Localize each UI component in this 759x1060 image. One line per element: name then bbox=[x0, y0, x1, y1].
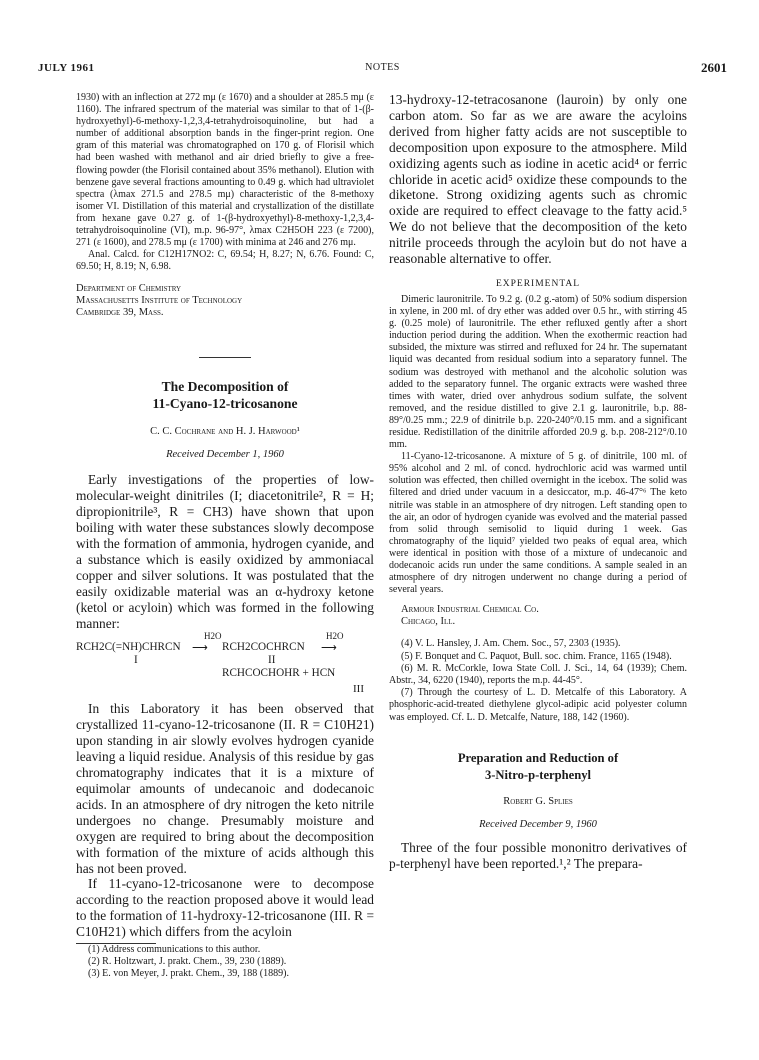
article-title: 3-Nitro-p-terphenyl bbox=[484, 767, 592, 782]
article-authors: Robert G. Splies bbox=[503, 795, 573, 807]
experimental-paragraph: 11-Cyano-12-tricosanone. A mixture of 5 g. of dinitrile, 100 ml. of 95% alcohol and 2 ml. of concd. hydrochloric acid was warmed until solution was effected, then chilled overnight in the icebox. The solid was filtered and dried under vacuum in a desiccator, m.p. 46-47°⁶ The keto nitrile was stable in an atmosphere of dry nitrogen. Left standing open to the air, an odor of hydrogen cyanide was evolved and the material passed from solid through semisolid to liquid during 1 week. Gas chromatography of the liquid⁷ yielded two peaks of equal area, which were identical in position with those of a mixture of undecanoic and dodecanoic acids run under the same conditions. A sample sealed in an atmosphere of dry nitrogen underwent no change during a period of several years. bbox=[389, 451, 687, 596]
affiliation-line: Department of Chemistry bbox=[76, 283, 182, 295]
compound-label: III bbox=[353, 683, 364, 696]
footnote: (5) F. Bonquet and C. Paquot, Bull. soc. chim. France, 1165 (1948). bbox=[401, 650, 672, 662]
carryover-paragraph: 1930) with an inflection at 272 mμ (ε 1670) and a shoulder at 285.5 mμ (ε 1160). The infrared spectrum of the material was similar to that of 1-(β-hydroxyethyl)-6-methoxy-1,2,3,4-tetrahydroisoquinoline, but had a number of additional absorption bands in the finger-print region. One gram of this material was chromatographed on 170 g. of Florisil which had been washed with methanol and air dried briefly to give a free-flowing powder (the Florisil contained about 35% methanol). Elution with benzene gave several fractions amounting to 0.49 g. which had ultraviolet spectra (λmax 271.5 and 278.5 mμ) characteristic of the 8-methoxy isomer VI. Distillation of this material and crystallization of the distillate from hexane gave 0.27 g. of 1-(β-hydroxyethyl)-8-methoxy-1,2,3,4-tetrahydroisoquinoline (VI), m.p. 96-97°, λmax C2H5OH 223 (ε 7200), 271 (ε 1600), and 278.5 mμ (ε 1700) with minima at 246 and 276 mμ. bbox=[76, 92, 374, 249]
experimental-heading: EXPERIMENTAL bbox=[495, 278, 581, 289]
footnote: (4) V. L. Hansley, J. Am. Chem. Soc., 57, 2303 (1935). bbox=[401, 638, 621, 650]
body-paragraph: Three of the four possible mononitro derivatives of p-terphenyl have been reported.¹,² The prepara- bbox=[389, 839, 687, 871]
left-column bbox=[76, 92, 374, 981]
equation-reactant: RCH2C(=NH)CHRCN bbox=[76, 641, 181, 654]
article-title: 11-Cyano-12-tricosanone bbox=[152, 396, 298, 412]
affiliation-line: Cambridge 39, Mass. bbox=[76, 307, 164, 319]
article-title: Preparation and Reduction of bbox=[457, 750, 619, 765]
received-date: Received December 1, 1960 bbox=[166, 449, 284, 461]
equation-product: RCHCOCHOHR + HCN bbox=[222, 667, 336, 680]
footnote: (3) E. von Meyer, J. prakt. Chem., 39, 188 (1889). bbox=[88, 968, 289, 980]
footnote: (6) M. R. McCorkle, Iowa State Coll. J. Sci., 14, 64 (1939); Chem. Abstr., 34, 6220 (1940), reports the m.p. 44-45°. bbox=[389, 662, 687, 686]
compound-label: I bbox=[134, 654, 138, 667]
reaction-arrow-icon: ⟶ bbox=[321, 642, 338, 655]
body-paragraph: Early investigations of the properties of low-molecular-weight dinitriles (I; diacetonitrile², R = H; dipropionitrile³, R = CH3) have shown that upon boiling with water these substances slowly decompose with the formation of ammonia, hydrogen cyanide, and a substance which is easily oxidized by ammoniacal copper and silver solutions. It was postulated that the easily oxidizable material was an α-hydroxy ketone (ketol or acyloin) which was formed in the following manner: bbox=[76, 472, 374, 631]
affiliation-line: Chicago, Ill. bbox=[401, 616, 456, 628]
body-paragraph: If 11-cyano-12-tricosanone were to decompose according to the reaction proposed above it would lead to the formation of 11-hydroxy-12-tricosanone (III. R = C10H21) which differs from the acyloin bbox=[76, 876, 374, 940]
right-column bbox=[389, 92, 687, 872]
equation-intermediate: RCH2COCHRCN bbox=[222, 641, 305, 654]
footnote: (7) Through the courtesy of L. D. Metcalfe of this Laboratory. A phosphoric-acid-treated diethylene glycol-adipic acid polyester column was employed. Cf. L. D. Metcalfe, Nature, 188, 142 (1960). bbox=[389, 687, 687, 723]
arrow-label: H2O bbox=[204, 631, 222, 642]
reaction-arrow-icon: ⟶ bbox=[192, 642, 209, 655]
page-header bbox=[38, 62, 727, 78]
body-paragraph: In this Laboratory it has been observed that crystallized 11-cyano-12-tricosanone (II. R = C10H21) upon standing in air slowly evolves hydrogen cyanide leaving a liquid residue. Analysis of this residue by gas chromatography indicates that it is a mixture of equimolar amounts of undecanoic and dodecanoic acids. In an atmosphere of dry nitrogen the keto nitrile undergoes no change. Presumably moisture and oxygen are required to bring about the decomposition with formation of the mixture of acids although this has not been proved. bbox=[76, 701, 374, 876]
body-paragraph: 13-hydroxy-12-tetracosanone (lauroin) by only one carbon atom. So far as we are aware the acyloins derived from higher fatty acids are not susceptible to decomposition upon exposure to the atmosphere. Mild oxidizing agents such as iodine in acetic acid⁴ or ferric chloride in acetic acid⁵ oxidize these compounds to the diketone. Strong oxidizing agents such as chromic oxide are required to effect cleavage to the fatty acid.⁵ We do not believe that the decomposition of the keto nitrile proceeds through the acyloin but do not have a reasonable alternative to offer. bbox=[389, 92, 687, 267]
reaction-equation bbox=[76, 631, 374, 687]
journal-date: JULY 1961 bbox=[38, 62, 95, 74]
analysis-line: Anal. Calcd. for C12H17NO2: C, 69.54; H, 8.27; N, 6.76. Found: C, 69.50; H, 8.19; N, 6.98. bbox=[76, 249, 374, 273]
page-number: 2601 bbox=[701, 60, 727, 75]
received-date: Received December 9, 1960 bbox=[479, 818, 597, 830]
arrow-label: H2O bbox=[326, 631, 344, 642]
affiliation-line: Massachusetts Institute of Technology bbox=[76, 295, 243, 307]
article-title: The Decomposition of bbox=[161, 379, 289, 395]
footnote: (1) Address communications to this author. bbox=[88, 944, 261, 956]
affiliation-line: Armour Industrial Chemical Co. bbox=[401, 604, 539, 616]
footnote: (2) R. Holtzwart, J. prakt. Chem., 39, 230 (1889). bbox=[88, 956, 287, 968]
compound-label: II bbox=[268, 654, 276, 667]
experimental-paragraph: Dimeric lauronitrile. To 9.2 g. (0.2 g.-atom) of 50% sodium dispersion in xylene, in 200 ml. of dry ether was added over 0.5 hr., with stirring 45 g. (0.25 mole) of lauronitrile. The ether refluxed gently after a short induction period during the addition. When the exothermic reaction had subsided, the mixture was stirred and refluxed for 24 hr. The supernatant liquid was decanted from residual sodium into a separatory funnel. The sodium was destroyed with methanol and the alcoholic solution was added to the separatory funnel. The organic extracts were washed three times with water, dried over anhydrous sodium sulfate, the solvent removed, and the residue distilled to give 2.1 g. lauronitrile, b.p. 88-89°/0.25 mm.; 22.9 of dinitrile b.p. 220-240°/0.15 mm. and a significant residue. Redistillation of the dinitrile afforded 20.9 g. b.p. 208-212°/0.10 mm. bbox=[389, 293, 687, 451]
article-authors: C. C. Cochrane and H. J. Harwood¹ bbox=[150, 426, 300, 438]
section-name: NOTES bbox=[365, 62, 400, 73]
